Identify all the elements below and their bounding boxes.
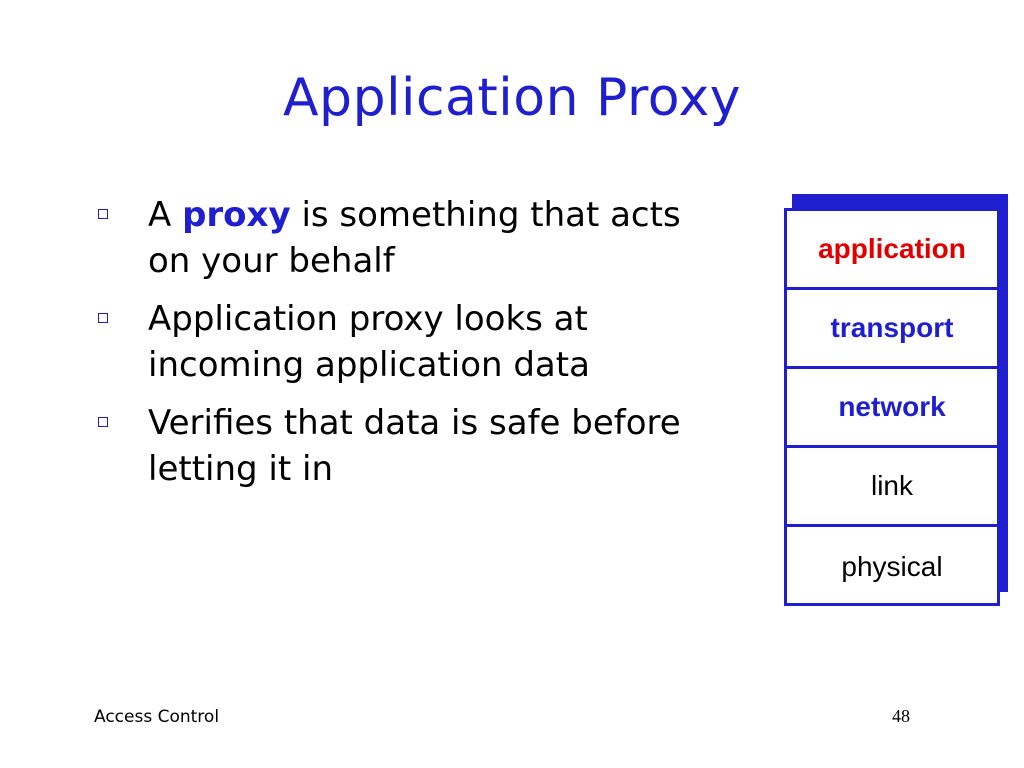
protocol-stack-box bbox=[784, 208, 1000, 606]
layer-link: link bbox=[787, 448, 997, 527]
hollow-square-bullet-icon bbox=[98, 417, 108, 427]
bullet-item-application-proxy bbox=[88, 296, 728, 388]
bullet-text: Application proxy looks at incoming application data bbox=[148, 299, 590, 385]
bullet-text-highlight: proxy bbox=[182, 195, 291, 235]
bullet-text-post: is something that acts on your behalf bbox=[148, 195, 681, 281]
bullet-item-verifies bbox=[88, 400, 728, 492]
bullet-list bbox=[88, 192, 728, 504]
layer-transport: transport bbox=[787, 290, 997, 369]
layer-physical: physical bbox=[841, 550, 943, 582]
hollow-square-bullet-icon bbox=[98, 313, 108, 323]
hollow-square-bullet-icon bbox=[98, 209, 108, 219]
slide-title: Application Proxy bbox=[282, 68, 741, 128]
protocol-stack-diagram bbox=[784, 208, 1000, 606]
bullet-text: Verifies that data is safe before letting it in bbox=[148, 403, 681, 489]
layer-application: application bbox=[787, 211, 997, 290]
bullet-item-proxy-definition bbox=[88, 192, 728, 284]
footer-page-number: 48 bbox=[892, 706, 910, 726]
bullet-text-pre: A bbox=[148, 195, 183, 235]
footer-section-title: Access Control bbox=[94, 707, 220, 727]
layer-network: network bbox=[787, 369, 997, 448]
